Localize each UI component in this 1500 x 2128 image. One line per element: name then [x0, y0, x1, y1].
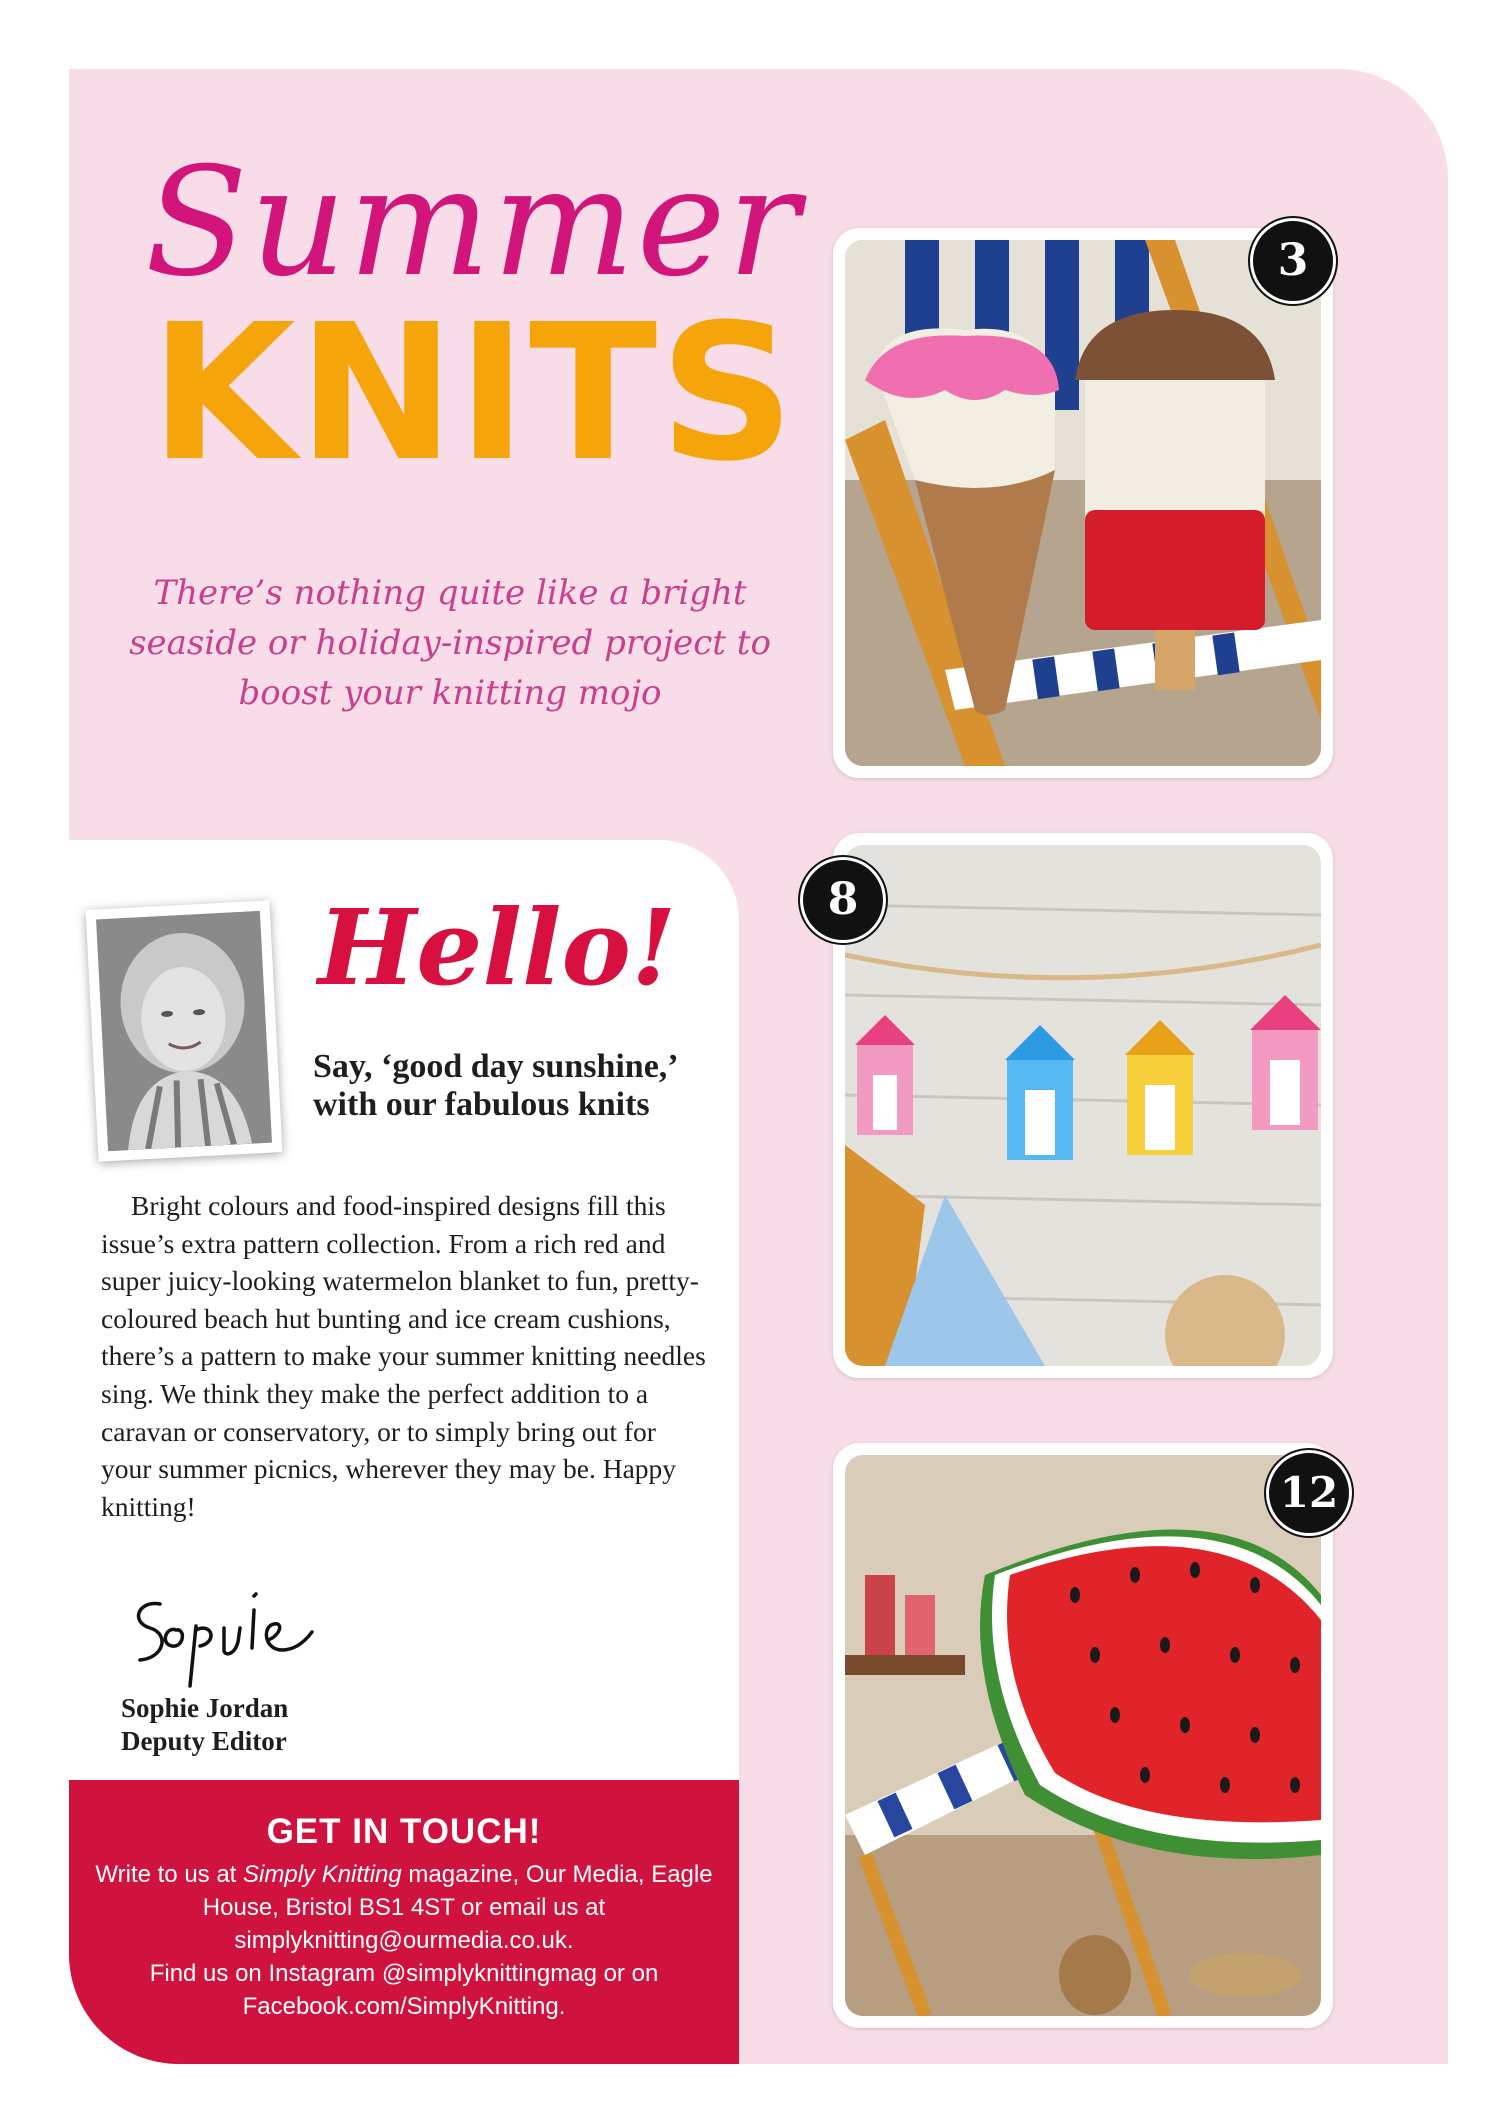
greeting-heading: Hello! [318, 886, 677, 1009]
editor-portrait [86, 900, 283, 1161]
magazine-name: Simply Knitting [243, 1861, 402, 1888]
title-knits: KNITS [150, 284, 797, 503]
letter-subheading: Say, ‘good day sunshine,’ with our fabulous knits [313, 1048, 677, 1123]
contact-title: GET IN TOUCH! [266, 1812, 542, 1851]
watermelon-blanket-photo [833, 1443, 1333, 2028]
editor-signature [120, 1570, 330, 1700]
page-number-badge-12: 12 [1266, 1450, 1352, 1536]
beach-hut-bunting-photo [833, 833, 1333, 1378]
title-summer: Summer [145, 136, 802, 310]
intro-text: There’s nothing quite like a bright seaside or holiday-inspired project to boost your knitting mojo [129, 573, 771, 713]
social-handles: Find us on Instagram @simplyknittingmag or on Facebook.com/SimplyKnitting. [149, 1960, 659, 2020]
editor-photo [96, 911, 272, 1151]
page-number-badge-3: 3 [1250, 218, 1336, 304]
editor-role: Deputy Editor [121, 1726, 287, 1756]
editor-name: Sophie Jordan [121, 1693, 289, 1723]
contact-text: Write to us at Simply Knitting magazine, Our Media, Eagle House, Bristol BS1 4ST or email us at simplyknitting@ourmedia.co.uk. Find us on Instagram @simplyknittingmag or on Facebook.com/SimplyKnitting. [95, 1861, 713, 2020]
get-in-touch-box [69, 1780, 739, 2064]
page-number-badge-8: 8 [800, 857, 886, 943]
signoff [121, 1692, 288, 1758]
letter-body: Bright colours and food-inspired designs fill this issue’s extra pattern collection. From a rich red and super juicy-looking watermelon blanket to fun, pretty-coloured beach hut bunting and ice cream cushions, there’s a pattern to make your summer knitting needles sing. We think they make the perfect addition to a caravan or conservatory, or to simply bring out for your summer picnics, wherever they may be. Happy knitting! [101, 1190, 706, 1522]
ice-cream-cushions-photo [833, 228, 1333, 778]
